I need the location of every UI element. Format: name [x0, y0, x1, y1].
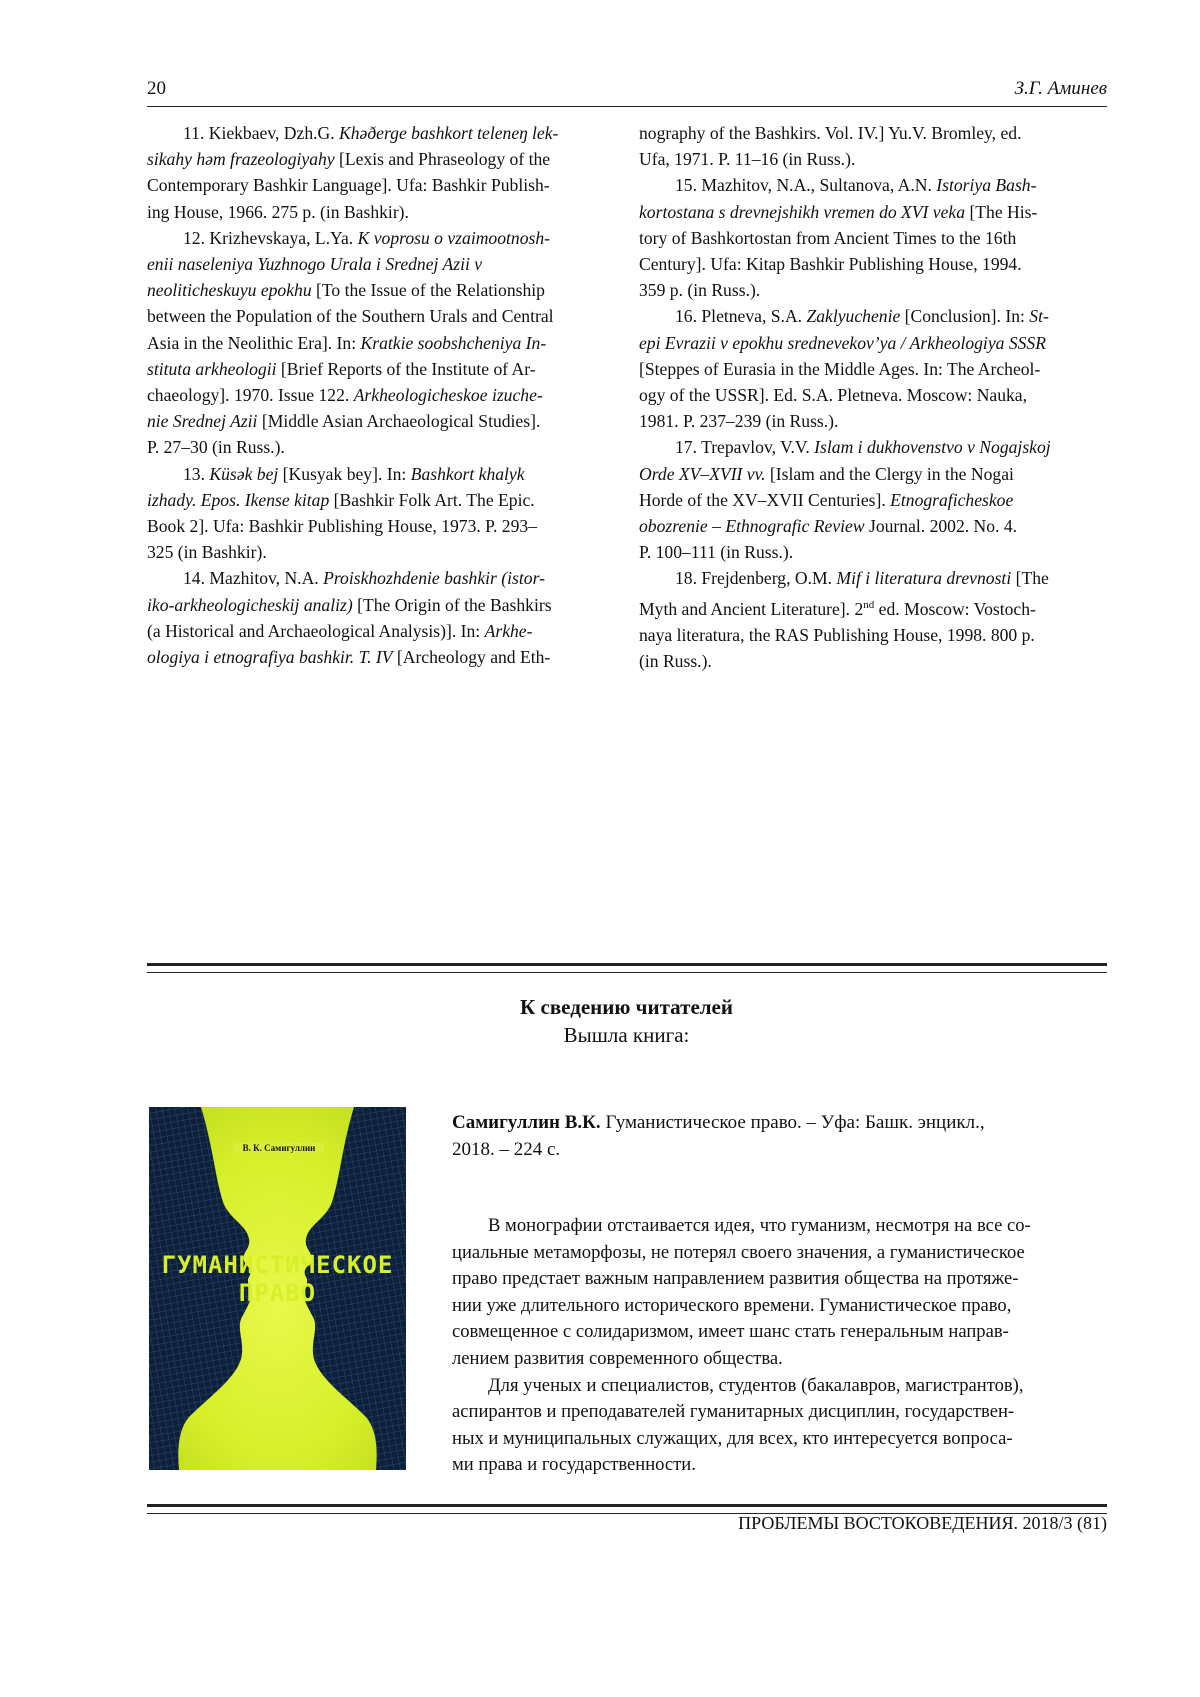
notice-title: К сведению читателей — [520, 995, 733, 1019]
book-year-pages: 2018. – 224 с. — [452, 1139, 561, 1160]
book-cover-image — [149, 1107, 406, 1470]
running-author: З.Г. Аминев — [1014, 78, 1107, 99]
section-divider-top — [147, 963, 1107, 973]
description-paragraph-2: Для ученых и специалистов, студентов (бакалавров, магистрантов), аспирантов и преподавателей гуманитарных дисциплин, государствен- ных и муниципальных служащих, для всех, кто интересуется вопроса- ми права и государственности. — [452, 1374, 1024, 1476]
book-reference — [452, 1109, 1107, 1163]
description-paragraph-1: В монографии отстаивается идея, что гуманизм, несмотря на все со- циальные метаморфозы, не потерял своего значения, а гуманистическое право предстает важным направлением развития общества на протяже- нии уже длительного исторического времени. Гуманистическое право, совмещенное с солидаризмом, имеет шанс стать генеральным направ- лением развития современного общества. — [452, 1215, 1031, 1369]
reference-14: 14. Mazhitov, N.A. Proiskhozhdenie bashkir (istor- iko-arkheologicheskij analiz) [The Origin of the Bashkirs (a Historical and Archaeological Analysis)]. In: Arkhe- ologiya i etnografiya bashkir. T. IV [Archeology and Eth- — [147, 568, 552, 668]
reference-12: 12. Krizhevskaya, L.Ya. K voprosu o vzaimootnosh- enii naseleniya Yuzhnogo Urala i Srednej Azii v neoliticheskuyu epokhu [To the Issue of the Relationship between the Population of the Southern Urals and Central Asia in the Neolithic Era]. In: Kratkie soobshcheniya In- stituta arkheologii [Brief Reports of the Institute of Ar- chaeology]. 1970. Issue 122. Arkheologicheskoe izuche- nie Srednej Azii [Middle Asian Archaeological Studies]. P. 27–30 (in Russ.). — [147, 227, 554, 458]
reference-14-continued: nography of the Bashkirs. Vol. IV.] Yu.V. Bromley, ed. Ufa, 1971. P. 11–16 (in Russ.). — [639, 123, 1022, 170]
reference-18: 18. Frejdenberg, O.M. Mif i literatura drevnosti [The Myth and Ancient Literature]. 2nd ed. Moscow: Vostoch- naya literatura, the RAS Publishing House, 1998. 800 p. (in Russ.). — [639, 568, 1049, 671]
page-number: 20 — [147, 78, 166, 99]
book-author: Самигуллин В.К. — [452, 1112, 601, 1133]
reference-17: 17. Trepavlov, V.V. Islam i dukhovenstvo v Nogajskoj Orde XV–XVII vv. [Islam and the Clergy in the Nogai Horde of the XV–XVII Centuries]. Etnograficheskoe obozrenie – Ethnografic Review Journal. 2002. No. 4. P. 100–111 (in Russ.). — [639, 437, 1051, 563]
book-description — [452, 1213, 1107, 1479]
header-rule — [147, 106, 1107, 107]
reference-13: 13. Küsәk bej [Kusyak bey]. In: Bashkort khalyk izhady. Epos. Ikense kitap [Bashkir Folk Art. The Epic. Book 2]. Ufa: Bashkir Publishing House, 1973. P. 293– 325 (in Bashkir). — [147, 463, 537, 563]
cover-author: В. К. Самигуллин — [234, 1143, 324, 1153]
reference-15: 15. Mazhitov, N.A., Sultanova, A.N. Istoriya Bash- kortostana s drevnejshikh vremen do XVI veka [The His- tory of Bashkortostan from Ancient Times to the 16th Century]. Ufa: Kitap Bashkir Publishing House, 1994. 359 p. (in Russ.). — [639, 175, 1038, 301]
reference-16: 16. Pletneva, S.A. Zaklyuchenie [Conclusion]. In: St- epi Evrazii v epokhu srednevekov’ya / Arkheologiya SSSR [Steppes of Eurasia in the Middle Ages. In: The Archeol- ogy of the USSR]. Ed. S.A. Pletneva. Moscow: Nauka, 1981. P. 237–239 (in Russ.). — [639, 306, 1049, 432]
journal-footer: ПРОБЛЕМЫ ВОСТОКОВЕДЕНИЯ. 2018/3 (81) — [738, 1513, 1107, 1533]
cover-title-line-2: ПРАВО — [238, 1279, 317, 1307]
references-left-column — [147, 120, 615, 670]
book-title-publisher: Гуманистическое право. – Уфа: Башк. энцикл., — [600, 1112, 985, 1133]
notice-subtitle: Вышла книга: — [563, 1023, 690, 1047]
cover-title-line-1: ГУМАНИСТИЧЕСКОЕ — [161, 1251, 394, 1279]
reference-11: 11. Kiekbaev, Dzh.G. Khәðerge bashkort teleneŋ lek- sikahy hәm frazeologiyahy [Lexis and Phraseology of the Contemporary Bashkir Language]. Ufa: Bashkir Publish- ing House, 1966. 275 p. (in Bashkir). — [147, 123, 559, 222]
references-right-column — [639, 120, 1107, 674]
